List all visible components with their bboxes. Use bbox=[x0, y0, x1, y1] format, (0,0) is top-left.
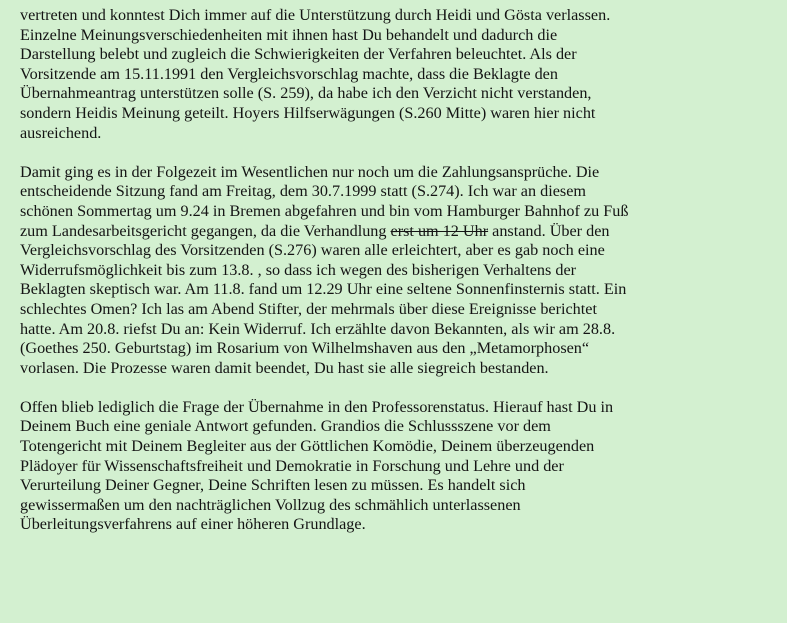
text-line: vorlasen. Die Prozesse waren damit beendet, Du hast sie alle siegreich bestanden. bbox=[20, 358, 549, 377]
text-segment: zum Landesarbeitsgericht gegangen, da die Verhandlung bbox=[20, 221, 391, 240]
text-line: Beklagten skeptisch war. Am 11.8. fand um 12.29 Uhr eine seltene Sonnenfinsternis statt. Ein bbox=[20, 280, 627, 299]
text-line: Widerrufsmöglichkeit bis zum 13.8. , so dass ich wegen des bisherigen Verhaltens der bbox=[20, 260, 577, 279]
text-line: Plädoyer für Wissenschaftsfreiheit und Demokratie in Forschung und Lehre und der bbox=[20, 456, 564, 475]
text-line: Verurteilung Deiner Gegner, Deine Schriften lesen zu müssen. Es handelt sich bbox=[20, 476, 526, 495]
text-line: schönen Sommertag um 9.24 in Bremen abgefahren und bin vom Hamburger Bahnhof zu Fuß bbox=[20, 201, 629, 220]
text-line: Überleitungsverfahrens auf einer höheren Grundlage. bbox=[20, 515, 366, 534]
text-line: entscheidende Sitzung fand am Freitag, dem 30.7.1999 statt (S.274). Ich war an diesem bbox=[20, 182, 586, 201]
text-line: Einzelne Meinungsverschiedenheiten mit ihnen hast Du behandelt und dadurch die bbox=[20, 25, 558, 44]
text-line: (Goethes 250. Geburtstag) im Rosarium von Wilhelmshaven aus den „Metamorphosen“ bbox=[20, 339, 590, 358]
text-line-with-strikethrough bbox=[20, 222, 767, 242]
text-line: hatte. Am 20.8. riefst Du an: Kein Widerruf. Ich erzählte davon Bekannten, als wir am 28.8. bbox=[20, 319, 616, 338]
text-line: ausreichend. bbox=[20, 123, 102, 142]
text-line: vertreten und konntest Dich immer auf die Unterstützung durch Heidi und Gösta verlassen. bbox=[20, 6, 611, 24]
text-line: Übernahmeantrag unterstützen solle (S. 259), da habe ich den Verzicht nicht verstanden, bbox=[20, 84, 592, 103]
text-line: Totengericht mit Deinem Begleiter aus der Göttlichen Komödie, Deinem überzeugenden bbox=[20, 437, 595, 456]
paragraph-2 bbox=[20, 163, 767, 379]
text-line: Darstellung belebt und zugleich die Schwierigkeiten der Verfahren beleuchtet. Als der bbox=[20, 45, 577, 64]
struck-text: erst um 12 Uhr bbox=[390, 221, 489, 240]
text-segment: anstand. Über den bbox=[488, 221, 610, 240]
text-line: schlechtes Omen? Ich las am Abend Stifter, der mehrmals über diese Ereignisse berichtet bbox=[20, 299, 597, 318]
text-line: Damit ging es in der Folgezeit im Wesentlichen nur noch um die Zahlungsansprüche. Die bbox=[20, 162, 600, 181]
text-line: Offen blieb lediglich die Frage der Übernahme in den Professorenstatus. Hierauf hast Du in bbox=[20, 397, 614, 416]
text-line: sondern Heidis Meinung geteilt. Hoyers Hilfserwägungen (S.260 Mitte) waren hier nicht bbox=[20, 103, 596, 122]
text-line: Vorsitzende am 15.11.1991 den Vergleichsvorschlag machte, dass die Beklagte den bbox=[20, 64, 558, 83]
text-line: Vergleichsvorschlag des Vorsitzenden (S.276) waren alle erleichtert, aber es gab noch eine bbox=[20, 241, 605, 260]
text-line: gewissermaßen um den nachträglichen Vollzug des schmählich unterlassenen bbox=[20, 495, 521, 514]
text-line: Deinem Buch eine geniale Antwort gefunden. Grandios die Schlussszene vor dem bbox=[20, 417, 551, 436]
paragraph-3 bbox=[20, 398, 767, 535]
paragraph-1 bbox=[20, 6, 767, 143]
